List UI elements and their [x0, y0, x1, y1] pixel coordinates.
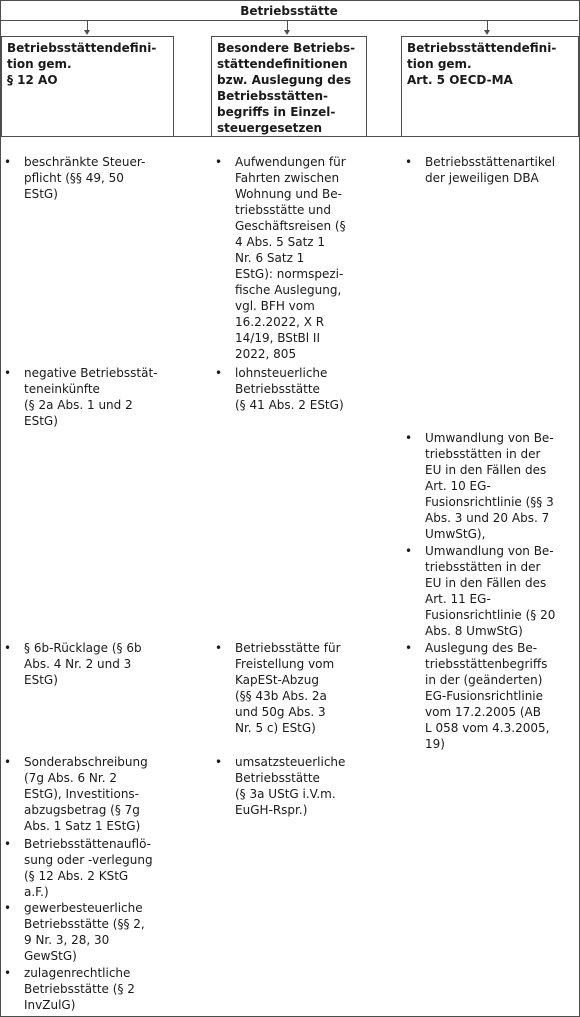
item-line: Fahrten zwischen [235, 171, 340, 185]
header-line: § 12 AO [7, 73, 58, 87]
arrow-col3-head [484, 30, 490, 35]
item-line: Betriebsstätte [235, 771, 320, 785]
header-line: tion gem. [407, 57, 472, 71]
item-line: abzugsbetrag (§ 7g [24, 803, 140, 817]
item-line: in der (geänderten) [425, 673, 543, 687]
bullet: • [215, 755, 223, 769]
arrow-col1-head [84, 30, 90, 35]
header-line: bzw. Auslegung des [217, 73, 352, 87]
item-line: Art. 10 EG- [425, 479, 491, 493]
header-line: tion gem. [7, 57, 72, 71]
item-line: zulagenrechtliche [24, 966, 131, 980]
item-line: Nr. 5 c) EStG) [235, 721, 316, 735]
item-line: Abs. 4 Nr. 2 und 3 [24, 657, 132, 671]
item-line: Abs. 1 Satz 1 EStG) [24, 819, 141, 833]
item-line: EStG) [24, 414, 58, 428]
item-line: Betriebsstätte [235, 382, 320, 396]
item-line: Freistellung vom [235, 657, 335, 671]
diagram-title: Betriebsstätte [240, 4, 338, 18]
item-line: Wohnung und Be- [235, 187, 342, 201]
item-line: (§§ 43b Abs. 2a [235, 689, 327, 703]
item-line: (§ 41 Abs. 2 EStG) [235, 398, 344, 412]
section-divider [1, 136, 579, 137]
header-line: Art. 5 OECD-MA [407, 73, 513, 87]
bullet: • [4, 837, 12, 851]
item-line: Betriebsstättenauflö- [24, 837, 151, 851]
item-line: Art. 11 EG- [425, 592, 491, 606]
bullet: • [4, 641, 12, 655]
header-line: steuergesetzen [217, 121, 323, 135]
item-line: der jeweiligen DBA [425, 171, 539, 185]
bullet: • [405, 155, 413, 169]
item-line: § 6b-Rücklage (§ 6b [24, 641, 142, 655]
item-line: Aufwendungen für [235, 155, 346, 169]
item-line: Betriebsstätte (§ 2 [24, 982, 135, 996]
item-line: 16.2.2022, X R [235, 315, 325, 329]
item-line: Geschäftsreisen (§ [235, 219, 346, 233]
item-line: beschränkte Steuer- [24, 155, 146, 169]
bullet: • [4, 755, 12, 769]
header-line: Betriebsstättendefini- [407, 41, 557, 55]
item-line: (§ 2a Abs. 1 und 2 [24, 398, 133, 412]
header-box-einzelsteuergesetze [211, 36, 367, 137]
bullet: • [215, 155, 223, 169]
item-line: EStG), Investitions- [24, 787, 140, 801]
item-line: EStG): normspezi- [235, 267, 344, 281]
item-line: Abs. 8 UmwStG) [425, 624, 523, 638]
item-line: Abs. 3 und 20 Abs. 7 [425, 511, 550, 525]
bullet: • [215, 641, 223, 655]
item-line: teneinkünfte [24, 382, 100, 396]
item-line: (§ 12 Abs. 2 KStG [24, 869, 129, 883]
item-line: Sonderabschreibung [24, 755, 148, 769]
header-line: begriffs in Einzel- [217, 105, 336, 119]
item-line: triebsstätten in der [425, 560, 541, 574]
item-line: Fusionsrichtlinie (§§ 3 [425, 495, 554, 509]
bullet: • [4, 901, 12, 915]
item-line: KapESt-Abzug [235, 673, 319, 687]
item-line: EU in den Fällen des [425, 576, 547, 590]
header-box-oecd [401, 36, 579, 137]
item-line: und 50g Abs. 3 [235, 705, 326, 719]
bullet: • [4, 966, 12, 980]
item-line: EuGH-Rspr.) [235, 803, 308, 817]
item-line: triebsstätten in der [425, 447, 541, 461]
item-line: triebsstättenbegriffs [425, 657, 548, 671]
item-line: GewStG) [24, 949, 77, 963]
bullet: • [215, 366, 223, 380]
item-line: 14/19, BStBl II [235, 331, 321, 345]
item-line: Betriebsstätte (§§ 2, [24, 917, 145, 931]
item-line: Umwandlung von Be- [425, 431, 554, 445]
item-line: 19) [425, 737, 445, 751]
item-line: Auslegung des Be- [425, 641, 538, 655]
title-row [0, 0, 578, 21]
bullet: • [4, 366, 12, 380]
bullet: • [405, 544, 413, 558]
item-line: fische Auslegung, [235, 283, 342, 297]
item-line: umsatzsteuerliche [235, 755, 346, 769]
item-line: negative Betriebsstät- [24, 366, 158, 380]
item-line: Betriebsstättenartikel [425, 155, 556, 169]
header-box-ao [1, 36, 174, 137]
header-line: stättendefinitionen [217, 57, 348, 71]
item-line: lohnsteuerliche [235, 366, 328, 380]
header-line: Besondere Betriebs- [217, 41, 356, 55]
item-line: pflicht (§§ 49, 50 [24, 171, 124, 185]
item-line: Umwandlung von Be- [425, 544, 554, 558]
item-line: vom 17.2.2005 (AB [425, 705, 541, 719]
item-line: Nr. 6 Satz 1 [235, 251, 305, 265]
item-line: 9 Nr. 3, 28, 30 [24, 933, 110, 947]
item-line: EG-Fusionsrichtlinie [425, 689, 544, 703]
item-line: InvZulG) [24, 998, 76, 1012]
item-line: L 058 vom 4.3.2005, [425, 721, 550, 735]
item-line: 4 Abs. 5 Satz 1 [235, 235, 326, 249]
arrow-col2-head [284, 30, 290, 35]
item-line: sung oder -verlegung [24, 853, 153, 867]
item-line: a.F.) [24, 885, 49, 899]
header-line: Betriebsstätten- [217, 89, 329, 103]
item-line: vgl. BFH vom [235, 299, 315, 313]
item-line: UmwStG), [425, 527, 486, 541]
item-line: Betriebsstätte für [235, 641, 341, 655]
header-line: Betriebsstättendefini- [7, 41, 157, 55]
item-line: EStG) [24, 187, 58, 201]
item-line: gewerbesteuerliche [24, 901, 143, 915]
bullet: • [405, 641, 413, 655]
bullet: • [4, 155, 12, 169]
item-line: (§ 3a UStG i.V.m. [235, 787, 336, 801]
item-line: Fusionsrichtlinie (§ 20 [425, 608, 556, 622]
item-line: (7g Abs. 6 Nr. 2 [24, 771, 117, 785]
bullet: • [405, 431, 413, 445]
item-line: EU in den Fällen des [425, 463, 547, 477]
item-line: EStG) [24, 673, 58, 687]
item-line: 2022, 805 [235, 347, 297, 361]
item-line: triebsstätte und [235, 203, 331, 217]
